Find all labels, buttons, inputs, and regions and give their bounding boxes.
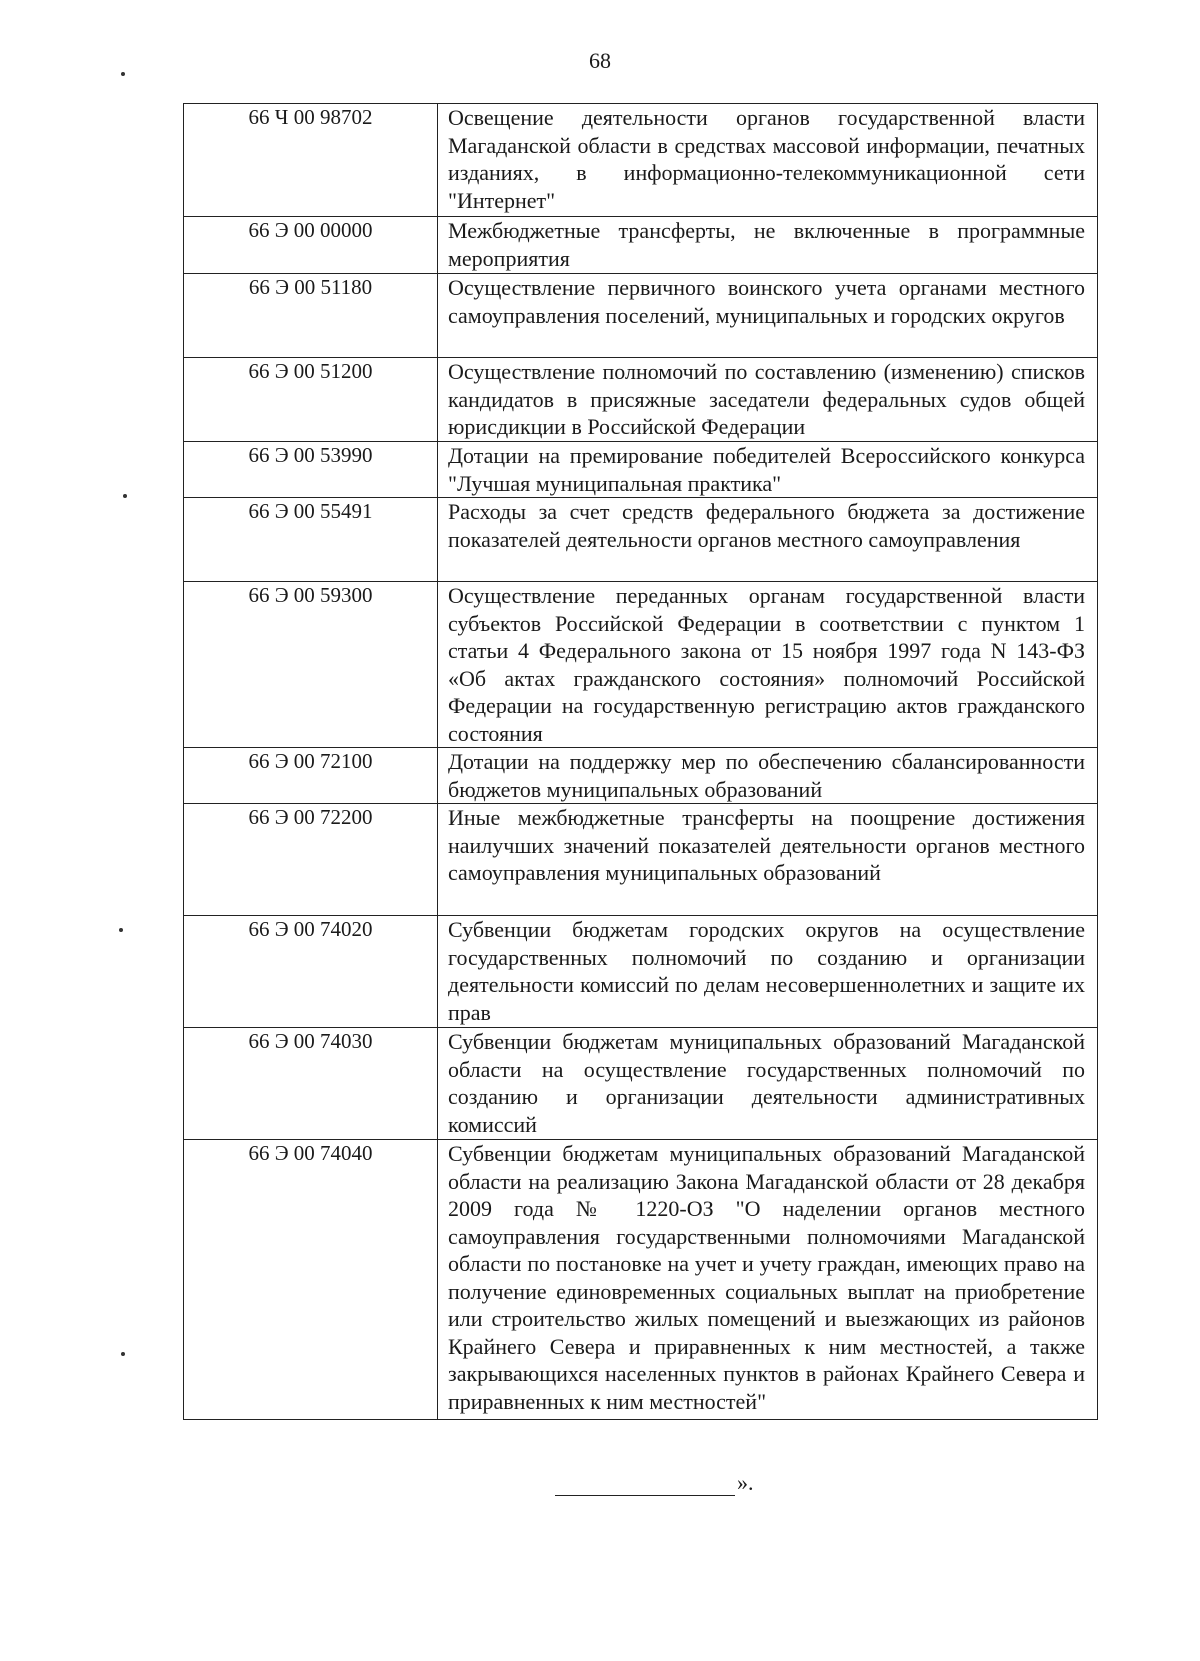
table-row xyxy=(184,442,1098,498)
description-cell: Иные межбюджетные трансферты на поощрение достижения наилучших значений показателей деятельности органов местного самоуправления муниципальных образований xyxy=(438,804,1098,916)
code-cell: 66 Э 00 74030 xyxy=(184,1028,438,1140)
table-row xyxy=(184,217,1098,274)
closing-mark xyxy=(555,1470,754,1496)
table-row xyxy=(184,1140,1098,1420)
description-cell: Осуществление переданных органам государственной власти субъектов Российской Федерации в соответствии с пунктом 1 статьи 4 Федерального закона от 15 ноября 1997 года N 143-ФЗ «Об актах гражданского состояния» полномочий Российской Федерации на государственную регистрацию актов гражданского состояния xyxy=(438,582,1098,748)
margin-dot xyxy=(121,72,125,76)
table-row xyxy=(184,916,1098,1028)
code-cell: 66 Ч 00 98702 xyxy=(184,104,438,217)
code-cell: 66 Э 00 74020 xyxy=(184,916,438,1028)
budget-codes-table xyxy=(183,103,1098,1420)
code-cell: 66 Э 00 74040 xyxy=(184,1140,438,1420)
description-cell: Дотации на премирование победителей Всероссийского конкурса "Лучшая муниципальная практика" xyxy=(438,442,1098,498)
description-cell: Субвенции бюджетам городских округов на осуществление государственных полномочий по созданию и организации деятельности комиссий по делам несовершеннолетних и защите их прав xyxy=(438,916,1098,1028)
code-cell: 66 Э 00 59300 xyxy=(184,582,438,748)
closing-quote: ». xyxy=(737,1470,754,1495)
code-cell: 66 Э 00 00000 xyxy=(184,217,438,274)
table-row xyxy=(184,1028,1098,1140)
description-cell: Субвенции бюджетам муниципальных образований Магаданской области на осуществление государственных полномочий по созданию и организации деятельности административных комиссий xyxy=(438,1028,1098,1140)
margin-dot xyxy=(123,494,127,498)
code-cell: 66 Э 00 51180 xyxy=(184,274,438,358)
description-cell: Освещение деятельности органов государственной власти Магаданской области в средствах массовой информации, печатных изданиях, в информационно-телекоммуникационной сети "Интернет" xyxy=(438,104,1098,217)
code-cell: 66 Э 00 55491 xyxy=(184,498,438,582)
page-number: 68 xyxy=(589,48,611,73)
description-cell: Осуществление первичного воинского учета органами местного самоуправления поселений, муниципальных и городских округов xyxy=(438,274,1098,358)
code-cell: 66 Э 00 72200 xyxy=(184,804,438,916)
table-row xyxy=(184,104,1098,217)
code-cell: 66 Э 00 53990 xyxy=(184,442,438,498)
table-row xyxy=(184,274,1098,358)
table-row xyxy=(184,804,1098,916)
table-row xyxy=(184,358,1098,442)
table-row xyxy=(184,498,1098,582)
description-cell: Межбюджетные трансферты, не включенные в программные мероприятия xyxy=(438,217,1098,274)
code-cell: 66 Э 00 72100 xyxy=(184,748,438,804)
table-row xyxy=(184,582,1098,748)
description-cell: Субвенции бюджетам муниципальных образований Магаданской области на реализацию Закона Магаданской области от 28 декабря 2009 года № 1220-ОЗ "О наделении органов местного самоуправления государственными полномочиями Магаданской области по постановке на учет и учету граждан, имеющих право на получение единовременных социальных выплат на приобретение или строительство жилых помещений и выезжающих из районов Крайнего Севера и приравненных к ним местностей, а также закрывающихся населенных пунктов в районах Крайнего Севера и приравненных к ним местностей" xyxy=(438,1140,1098,1420)
description-cell: Расходы за счет средств федерального бюджета за достижение показателей деятельности органов местного самоуправления xyxy=(438,498,1098,582)
description-cell: Дотации на поддержку мер по обеспечению сбалансированности бюджетов муниципальных образований xyxy=(438,748,1098,804)
code-cell: 66 Э 00 51200 xyxy=(184,358,438,442)
description-cell: Осуществление полномочий по составлению (изменению) списков кандидатов в присяжные заседатели федеральных судов общей юрисдикции в Российской Федерации xyxy=(438,358,1098,442)
margin-dot xyxy=(121,1352,125,1356)
table-row xyxy=(184,748,1098,804)
margin-dot xyxy=(119,928,123,932)
closing-underline xyxy=(555,1475,735,1496)
